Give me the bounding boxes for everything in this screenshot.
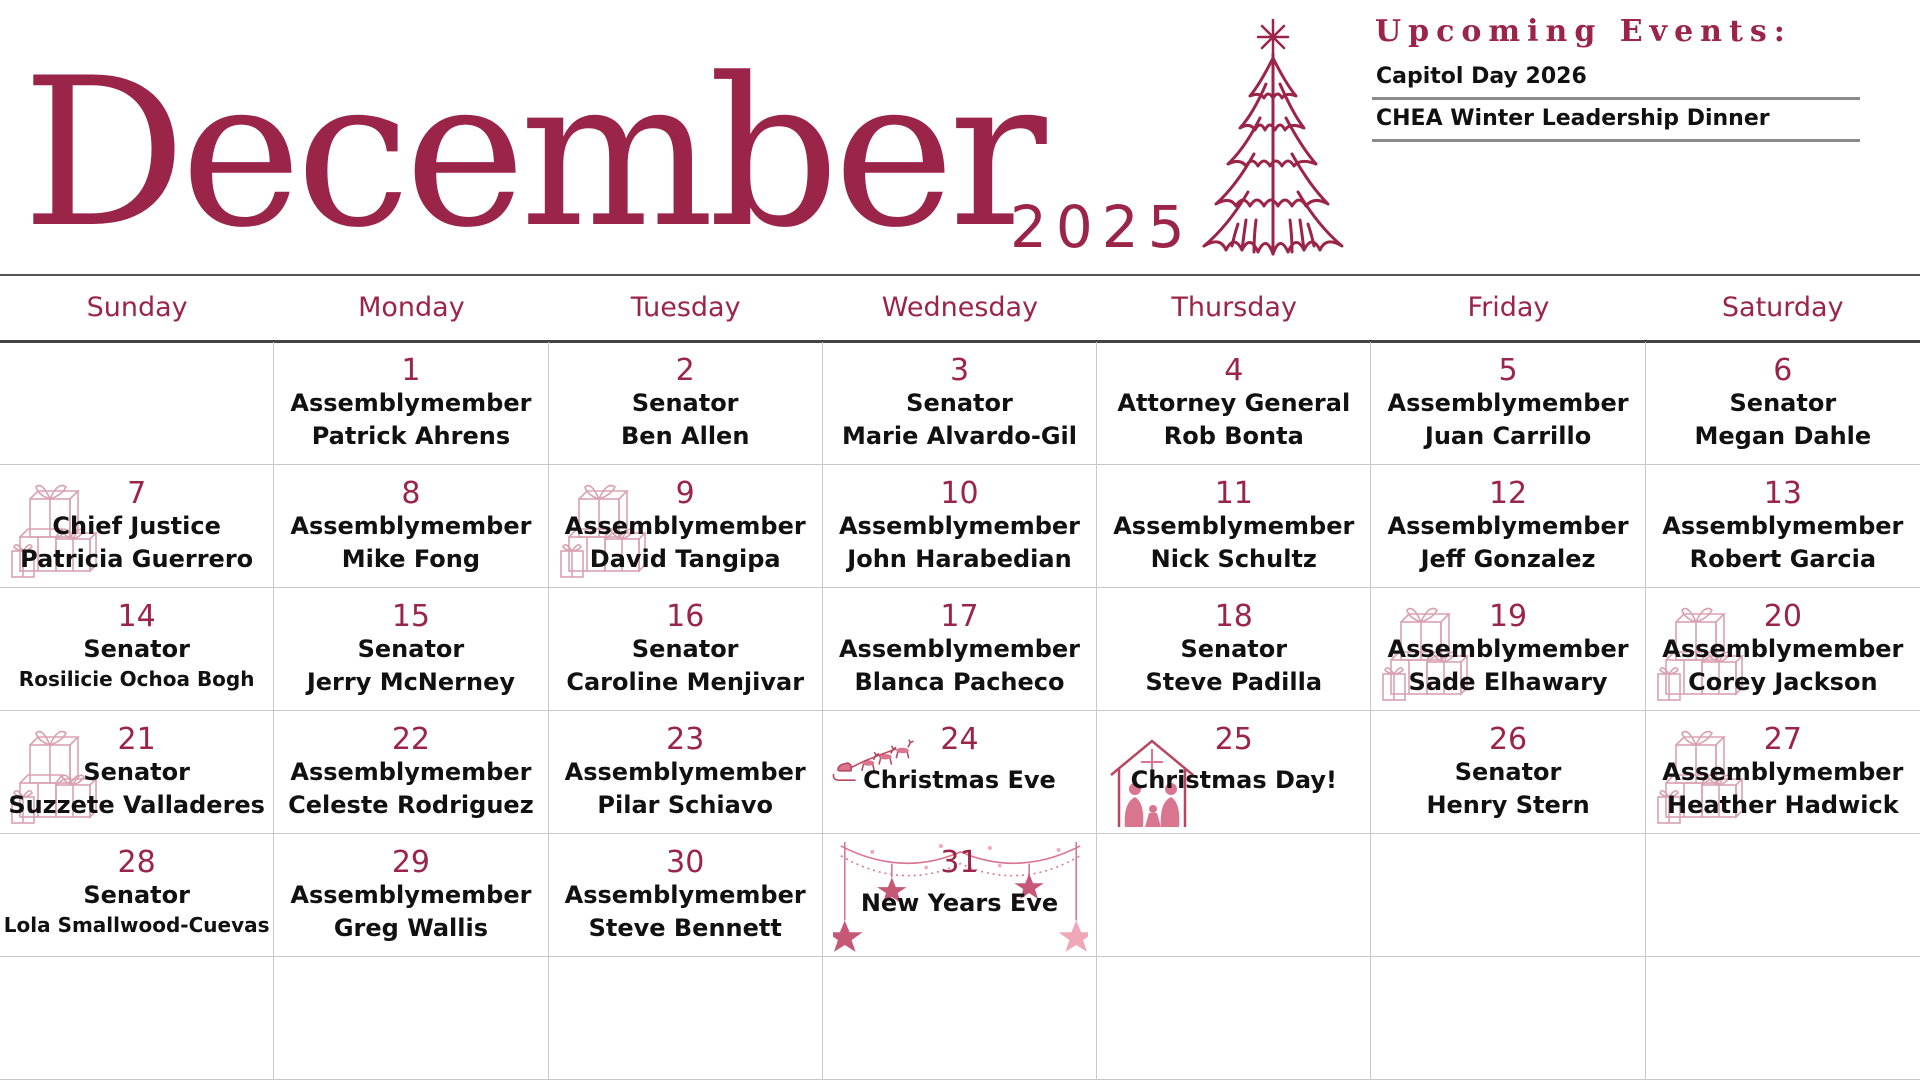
event-title: Senator: [1180, 635, 1288, 663]
event-title: Senator: [83, 635, 190, 663]
calendar-cell: [1371, 834, 1645, 957]
event-name: Patrick Ahrens: [311, 421, 511, 450]
event-title: Assemblymember: [1387, 635, 1629, 663]
event-title: Senator: [631, 635, 739, 663]
event-name: Mike Fong: [341, 544, 481, 573]
event-name: Patricia Guerrero: [20, 544, 254, 573]
event-name: Caroline Menjivar: [566, 667, 805, 696]
calendar-cell: [274, 957, 548, 1080]
event-title: Assemblymember: [838, 635, 1081, 663]
month-title: December: [22, 35, 1041, 273]
day-number: 22: [391, 722, 431, 757]
calendar-cell: [1646, 342, 1920, 465]
weekday-header-row: [0, 276, 1920, 340]
holiday-label: New Years Eve: [860, 889, 1059, 917]
calendar-cell: [823, 711, 1097, 834]
event-title: Assemblymember: [564, 881, 806, 909]
calendar-cell: [274, 465, 548, 588]
event-name: Greg Wallis: [333, 913, 488, 942]
day-number: 6: [1773, 353, 1793, 388]
calendar-grid: [0, 342, 1920, 1080]
calendar-cell: [1371, 465, 1645, 588]
calendar-cell: [0, 711, 274, 834]
event-name: Lola Smallwood-Cuevas: [3, 912, 270, 937]
event-name: Jeff Gonzalez: [1420, 544, 1596, 573]
day-number: 5: [1498, 353, 1518, 388]
calendar-cell: [549, 957, 823, 1080]
christmas-tree-icon: [1198, 14, 1348, 276]
calendar-cell: [1371, 342, 1645, 465]
event-title: Assemblymember: [1113, 512, 1355, 540]
day-number: 31: [940, 845, 979, 880]
calendar-cell: [1097, 957, 1371, 1080]
day-number: 8: [401, 476, 421, 511]
event-title: Chief Justice: [52, 512, 221, 540]
calendar-cell: [1646, 465, 1920, 588]
calendar-cell: [274, 342, 548, 465]
event-name: Rob Bonta: [1163, 421, 1304, 450]
calendar-cell: [1371, 711, 1645, 834]
weekday-label-friday: Friday: [1467, 292, 1550, 323]
day-number: 25: [1214, 722, 1253, 757]
calendar-cell: [549, 588, 823, 711]
event-name: Heather Hadwick: [1667, 790, 1899, 819]
calendar-cell: [0, 465, 274, 588]
calendar-cell: [0, 957, 274, 1080]
event-name: John Harabedian: [847, 544, 1072, 573]
event-title: Assemblymember: [838, 512, 1081, 540]
event-name: Robert Garcia: [1689, 544, 1877, 573]
day-number: 16: [666, 599, 705, 634]
calendar-cell: [274, 588, 548, 711]
day-number: 27: [1763, 722, 1802, 757]
calendar-cell: [0, 588, 274, 711]
day-number: 23: [666, 722, 705, 757]
day-number: 18: [1214, 599, 1253, 634]
day-number: 29: [391, 845, 431, 880]
event-name: Blanca Pacheco: [854, 667, 1065, 696]
weekday-label-saturday: Saturday: [1721, 292, 1844, 323]
event-name: Corey Jackson: [1688, 667, 1878, 696]
event-name: Suzzete Valladeres: [8, 790, 265, 819]
calendar-cell: [0, 834, 274, 957]
event-title: Assemblymember: [290, 758, 532, 786]
event-title: Assemblymember: [290, 389, 532, 417]
holiday-label: Christmas Eve: [863, 766, 1056, 794]
calendar-cell: [549, 834, 823, 957]
day-number: 21: [117, 722, 156, 757]
weekday-label-tuesday: Tuesday: [630, 292, 741, 323]
calendar-cell: [549, 342, 823, 465]
event-name: Juan Carrillo: [1424, 421, 1592, 450]
event-name: Ben Allen: [621, 421, 750, 450]
calendar-cell: [823, 957, 1097, 1080]
event-name: Rosilicie Ochoa Bogh: [18, 666, 255, 691]
day-number: 19: [1488, 599, 1528, 634]
weekday-label-monday: Monday: [358, 292, 465, 323]
event-title: Assemblymember: [290, 512, 532, 540]
calendar-cell: [1097, 465, 1371, 588]
calendar-cell: [549, 711, 823, 834]
event-name: Henry Stern: [1426, 790, 1590, 819]
event-name: Steve Padilla: [1145, 667, 1323, 696]
day-number: 24: [940, 722, 979, 757]
event-title: Assemblymember: [1387, 512, 1629, 540]
event-title: Senator: [83, 758, 190, 786]
upcoming-events: [1372, 14, 1872, 142]
calendar-cell: [1097, 342, 1371, 465]
event-title: Assemblymember: [290, 881, 532, 909]
calendar-cell: [1371, 588, 1645, 711]
calendar-cell: [1646, 957, 1920, 1080]
event-name: Celeste Rodriguez: [288, 790, 534, 819]
day-number: 2: [675, 353, 695, 388]
weekday-label-sunday: Sunday: [86, 292, 188, 323]
day-number: 30: [666, 845, 705, 880]
day-number: 11: [1214, 476, 1253, 511]
holiday-label: Christmas Day!: [1130, 766, 1337, 794]
year-label: 2025: [1010, 193, 1194, 261]
event-title: Senator: [631, 389, 739, 417]
day-number: 1: [401, 353, 421, 388]
calendar-cell: [1646, 711, 1920, 834]
event-title: Assemblymember: [1662, 512, 1904, 540]
event-name: Nick Schultz: [1150, 544, 1317, 573]
event-title: Assemblymember: [1662, 758, 1904, 786]
day-number: 26: [1488, 722, 1528, 757]
day-number: 12: [1488, 476, 1528, 511]
event-item: Capitol Day 2026: [1372, 58, 1860, 100]
calendar-cell: [1097, 834, 1371, 957]
day-number: 15: [391, 599, 431, 634]
calendar-cell: [1097, 588, 1371, 711]
event-title: Senator: [1729, 389, 1837, 417]
calendar-cell: [549, 465, 823, 588]
calendar-cell: [823, 834, 1097, 957]
event-name: Sade Elhawary: [1408, 667, 1608, 696]
calendar-cell: [0, 342, 274, 465]
weekday-label-thursday: Thursday: [1171, 292, 1297, 323]
weekday-label-wednesday: Wednesday: [881, 292, 1039, 323]
event-name: David Tangipa: [589, 544, 781, 573]
day-number: 28: [117, 845, 156, 880]
event-title: Assemblymember: [1387, 389, 1629, 417]
calendar-cell: [1097, 711, 1371, 834]
calendar-cell: [274, 711, 548, 834]
event-name: Jerry McNerney: [306, 667, 516, 696]
day-number: 20: [1763, 599, 1802, 634]
calendar-cell: [1646, 588, 1920, 711]
event-title: Senator: [357, 635, 465, 663]
day-number: 17: [940, 599, 979, 634]
day-number: 4: [1224, 353, 1244, 388]
event-name: Pilar Schiavo: [597, 790, 773, 819]
calendar-cell: [1646, 834, 1920, 957]
event-name: Megan Dahle: [1694, 421, 1872, 450]
upcoming-events-heading: Upcoming Events:: [1375, 14, 1792, 49]
day-number: 7: [127, 476, 147, 511]
day-number: 13: [1763, 476, 1802, 511]
event-title: Senator: [906, 389, 1013, 417]
event-title: Senator: [83, 881, 190, 909]
event-title: Senator: [1454, 758, 1562, 786]
day-number: 10: [940, 476, 979, 511]
event-title: Attorney General: [1117, 389, 1351, 417]
calendar-cell: [823, 465, 1097, 588]
event-item: CHEA Winter Leadership Dinner: [1372, 100, 1860, 142]
calendar-cell: [823, 342, 1097, 465]
calendar-cell: [823, 588, 1097, 711]
day-number: 14: [117, 599, 156, 634]
calendar-cell: [274, 834, 548, 957]
event-name: Steve Bennett: [588, 913, 782, 942]
event-name: Marie Alvardo-Gil: [841, 421, 1077, 450]
day-number: 3: [949, 353, 970, 388]
event-title: Assemblymember: [1662, 635, 1904, 663]
event-title: Assemblymember: [564, 512, 806, 540]
event-title: Assemblymember: [564, 758, 806, 786]
day-number: 9: [675, 476, 695, 511]
calendar-cell: [1371, 957, 1645, 1080]
